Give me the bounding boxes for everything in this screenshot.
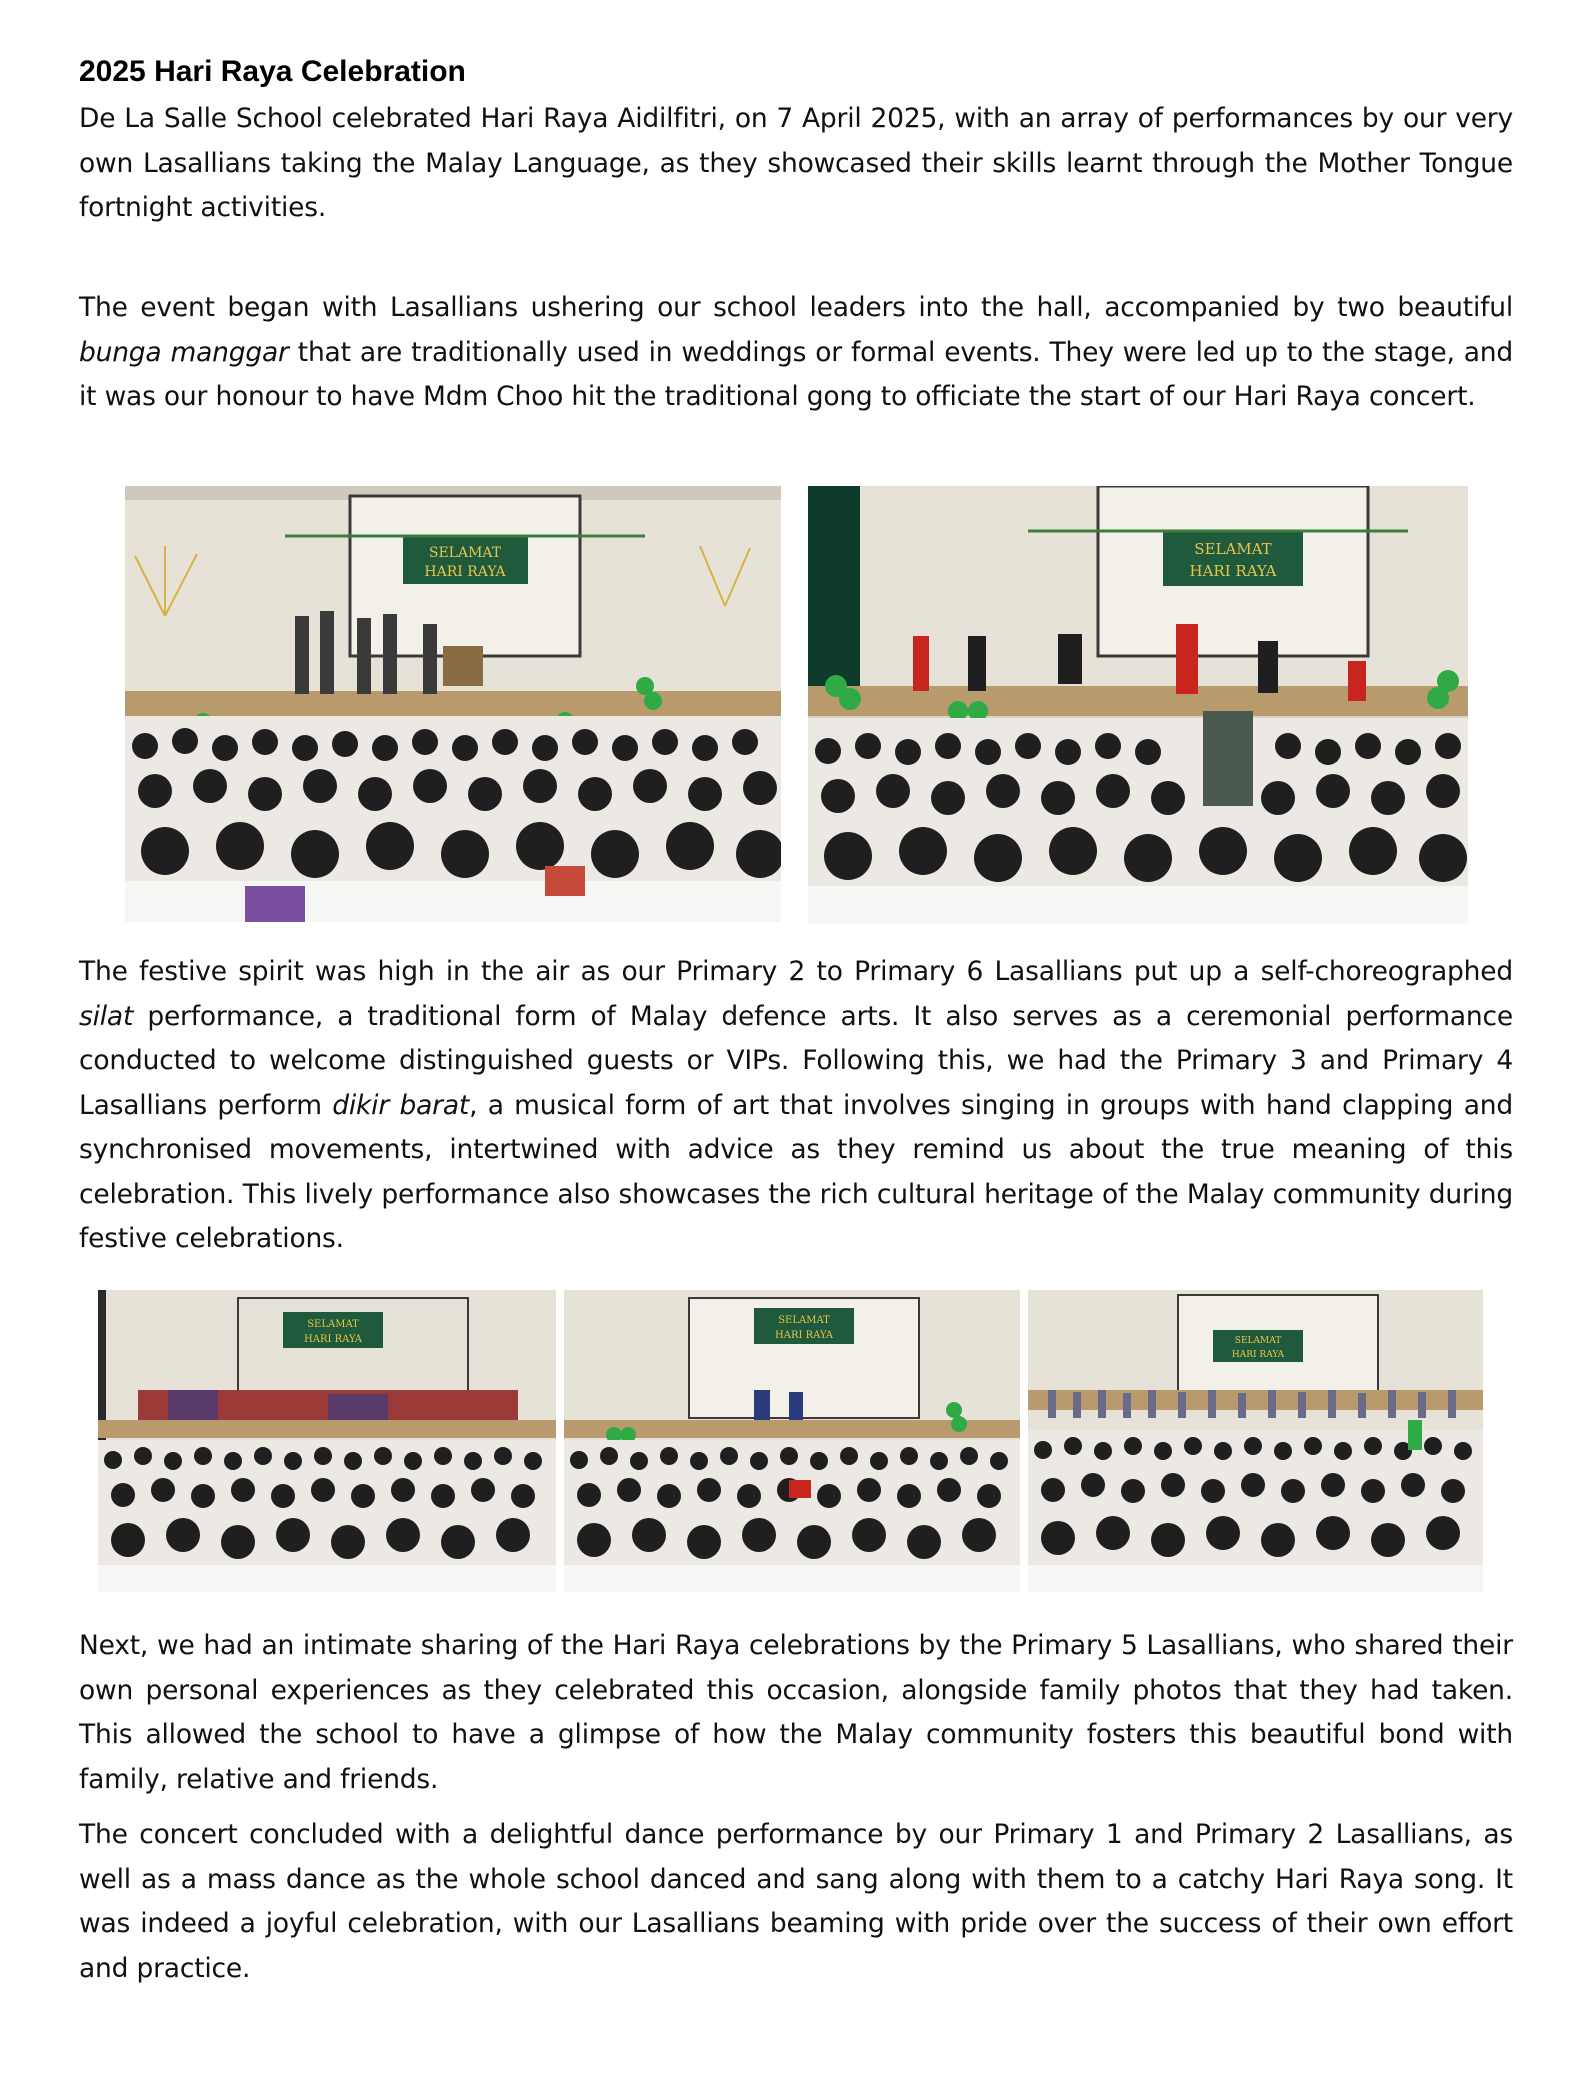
text-run: , a musical form of art that involves singing in groups with hand clapping and synchronised movements, intertwined with advice as they remind us about the true meaning of this celebration. This lively performance also showcases the rich cultural heritage of the Malay community during festive celebrations. <box>79 1089 1513 1254</box>
banner-line-2: HARI RAYA <box>1231 1350 1285 1360</box>
photo-dikir-barat <box>98 1290 556 1592</box>
text-run: The festive spirit was high in the air as our Primary 2 to Primary 6 Lasallians put up a self-choreographed <box>79 956 1513 987</box>
photo-primary5-sharing-image <box>564 1290 1020 1592</box>
paragraph-silat-dikir <box>79 950 1513 1262</box>
text-run: that are traditionally used in weddings or formal events. They were led up to the stage, and it was our honour to have Mdm Choo hit the traditional gong to officiate the start of our Hari Raya concert. <box>79 336 1513 412</box>
photo-silat-performance <box>808 486 1468 924</box>
photo-silat-performance-image <box>808 486 1468 924</box>
italic-term: bunga manggar <box>79 336 289 368</box>
paragraph-primary5-sharing: Next, we had an intimate sharing of the Hari Raya celebrations by the Primary 5 Lasallians, who shared their own personal experiences as they celebrated this occasion, alongside family photos that they had taken. This allowed the school to have a glimpse of how the Malay community fosters this beautiful bond with family, relative and friends. <box>79 1630 1513 1795</box>
banner-line-2: HARI RAYA <box>775 1330 833 1341</box>
text-run: The event began with Lasallians ushering our school leaders into the hall, accompanied by two beautiful <box>79 292 1513 323</box>
photo-gong-ceremony-image <box>125 486 781 922</box>
italic-term: dikir barat <box>332 1089 470 1121</box>
paragraph-conclusion: The concert concluded with a delightful dance performance by our Primary 1 and Primary 2 Lasallians, as well as a mass dance as the whole school danced and sang along with them to a catchy Hari Raya song. It was indeed a joyful celebration, with our Lasallians beaming with pride over the success of their own effort and practice. <box>79 1819 1513 1984</box>
photo-mass-dance <box>1028 1290 1483 1592</box>
banner-line-1: SELAMAT <box>307 1319 359 1330</box>
banner-line-1: SELAMAT <box>1234 1336 1282 1346</box>
paragraph-intro: De La Salle School celebrated Hari Raya Aidilfitri, on 7 April 2025, with an array of performances by our very own Lasallians taking the Malay Language, as they showcased their skills learnt through the Mother Tongue fortnight activities. <box>79 103 1513 223</box>
paragraph-event-opening <box>79 286 1513 420</box>
page-title: 2025 Hari Raya Celebration <box>79 55 466 88</box>
italic-term: silat <box>79 1000 134 1032</box>
banner-line-1: SELAMAT <box>428 545 502 561</box>
banner-line-1: SELAMAT <box>778 1315 830 1326</box>
banner-line-1: SELAMAT <box>1194 540 1272 558</box>
text-run: performance, a traditional form of Malay defence arts. It also serves as a ceremonial performance conducted to welcome distinguished guests or VIPs. Following this, we had the Primary 3 and Primary 4 Lasallians perform <box>79 1000 1513 1121</box>
photo-primary5-sharing <box>564 1290 1020 1592</box>
banner-line-2: HARI RAYA <box>424 564 506 580</box>
banner-line-2: HARI RAYA <box>1189 562 1277 580</box>
photo-dikir-barat-image <box>98 1290 556 1592</box>
photo-mass-dance-image <box>1028 1290 1483 1592</box>
banner-line-2: HARI RAYA <box>304 1334 362 1345</box>
photo-gong-ceremony <box>125 486 781 922</box>
